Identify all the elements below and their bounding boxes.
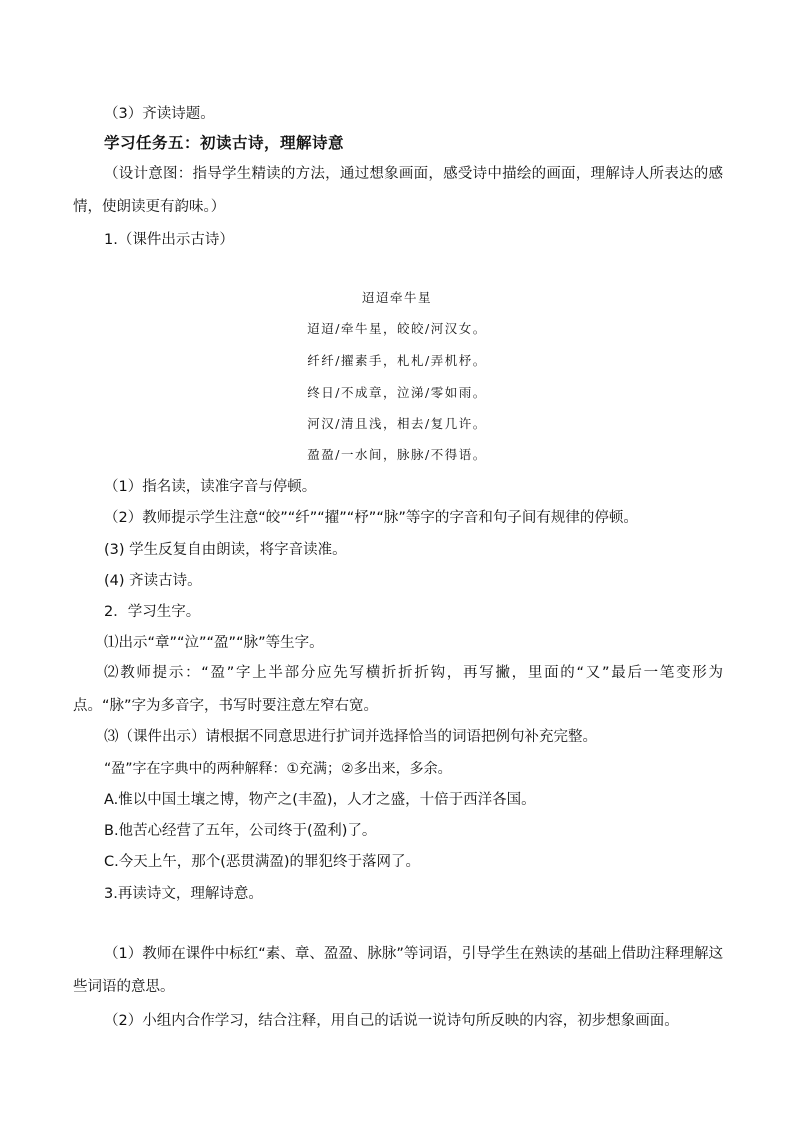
reading-step-2: （2）教师提示学生注意“皎”“纤”“擢”“杼”“脉”等字的字音和句子间有规律的停顿。 bbox=[104, 510, 638, 526]
poem-line: 河汉/清且浅，相去/复几许。 bbox=[307, 416, 487, 431]
char-step-1: ⑴出示“章”“泣”“盈”“脉”等生字。 bbox=[104, 635, 324, 651]
definition-line: “盈”字在字典中的两种解释：①充满；②多出来，多余。 bbox=[104, 761, 452, 777]
poem-line: 纤纤/擢素手，札札/弄机杼。 bbox=[307, 353, 487, 368]
example-b: B.他苦心经营了五年，公司终于(盈利)了。 bbox=[104, 823, 377, 839]
poem-line: 迢迢/牵牛星，皎皎/河汉女。 bbox=[307, 321, 487, 336]
char-step-2-paragraph: ⑵教师提示：“盈”字上半部分应先写横折折折钩，再写撇，里面的“又”最后一笔变形为点。“脉”字为多音字，书写时要注意左窄右宽。 bbox=[73, 665, 723, 714]
poem-title: 迢迢牵牛星 bbox=[361, 290, 432, 305]
step-2-label: 2．学习生字。 bbox=[104, 604, 201, 620]
char-step-3: ⑶（课件出示）请根据不同意思进行扩词并选择恰当的词语把例句补充完整。 bbox=[104, 729, 597, 745]
step-read-title: （3）齐读诗题。 bbox=[104, 106, 215, 122]
step-1-label: 1.（课件出示古诗） bbox=[104, 232, 234, 248]
reading-step-4: (4) 齐读古诗。 bbox=[104, 573, 202, 589]
example-a: A.惟以中国土壤之博，物产之(丰盈)，人才之盛，十倍于西洋各国。 bbox=[104, 792, 536, 808]
understand-step-1-paragraph: （1）教师在课件中标红“素、章、盈盈、脉脉”等词语，引导学生在熟读的基础上借助注释理解这些词语的意思。 bbox=[73, 946, 723, 995]
poem-line: 终日/不成章，泣涕/零如雨。 bbox=[307, 385, 487, 400]
understand-step-2: （2）小组内合作学习，结合注释，用自己的话说一说诗句所反映的内容，初步想象画面。 bbox=[104, 1013, 679, 1029]
poem-line: 盈盈/一水间，脉脉/不得语。 bbox=[307, 447, 487, 462]
example-c: C.今天上午，那个(恶贯满盈)的罪犯终于落网了。 bbox=[104, 854, 421, 870]
design-intent-paragraph: （设计意图：指导学生精读的方法，通过想象画面，感受诗中描绘的画面，理解诗人所表达的感情，使朗读更有韵味。） bbox=[73, 166, 723, 215]
section-heading: 学习任务五：初读古诗，理解诗意 bbox=[104, 134, 345, 152]
reading-step-3: (3) 学生反复自由朗读，将字音读准。 bbox=[104, 542, 347, 558]
reading-step-1: （1）指名读，读准字音与停顿。 bbox=[104, 479, 317, 495]
step-3-label: 3.再读诗文，理解诗意。 bbox=[104, 886, 263, 902]
